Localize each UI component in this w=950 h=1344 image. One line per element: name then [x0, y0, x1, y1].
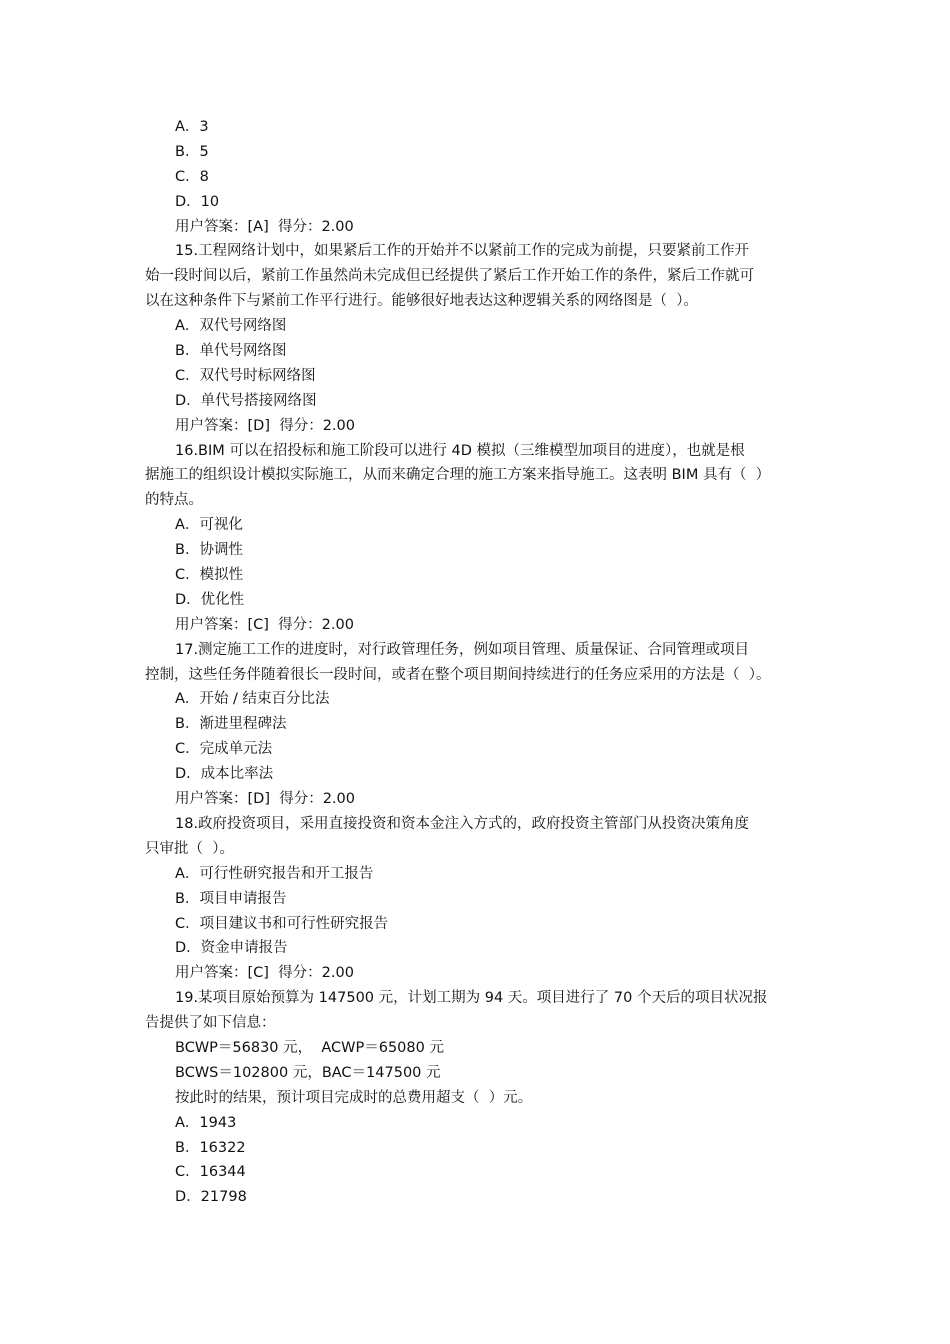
q17-text-line-2: 控制，这些任务伴随着很长一段时间，或者在整个项目期间持续进行的任务应采用的方法是（ ）。: [145, 666, 771, 683]
q18-text-line-2: 只审批（ ）。: [145, 840, 234, 857]
q16-text-line-1: 16.BIM 可以在招投标和施工阶段可以进行 4D 模拟（三维模型加项目的进度），也就是根: [175, 442, 745, 459]
q15-text-line-2: 始一段时间以后，紧前工作虽然尚未完成但已经提供了紧后工作开始工作的条件，紧后工作就可: [145, 268, 754, 285]
q17-text-line-1: 17.测定施工工作的进度时，对行政管理任务，例如项目管理、质量保证、合同管理或项目: [175, 641, 750, 658]
q19-option-c: C．16344: [175, 1164, 246, 1181]
q18-option-d: D．资金申请报告: [175, 940, 288, 957]
q17-option-c: C．完成单元法: [175, 741, 273, 758]
q17-option-a: A．开始 / 结束百分比法: [175, 691, 330, 708]
q16-text-line-2: 据施工的组织设计模拟实际施工，从而来确定合理的施工方案来指导施工。这表明 BIM 具有（ ）: [145, 467, 771, 484]
q14-option-a: A．3: [175, 119, 209, 135]
q19-data-line-1: BCWP＝56830 元， ACWP＝65080 元: [175, 1039, 444, 1056]
q18-option-a: A．可行性研究报告和开工报告: [175, 865, 374, 882]
q16-user-answer: 用户答案：[C] 得分：2.00: [175, 616, 354, 633]
q19-option-a: A．1943: [175, 1114, 237, 1131]
q15-user-answer: 用户答案：[D] 得分：2.00: [175, 417, 355, 434]
q18-option-b: B．项目申请报告: [175, 890, 287, 907]
q19-option-b: B．16322: [175, 1139, 246, 1156]
q15-option-c: C．双代号时标网络图: [175, 367, 316, 384]
q16-text-line-3: 的特点。: [145, 492, 203, 509]
q14-user-answer: 用户答案：[A] 得分：2.00: [175, 218, 354, 235]
q19-option-d: D．21798: [175, 1189, 247, 1206]
q16-option-d: D．优化性: [175, 591, 245, 608]
q14-option-d: D．10: [175, 193, 220, 210]
q15-option-d: D．单代号搭接网络图: [175, 392, 317, 409]
q17-option-b: B．渐进里程碑法: [175, 716, 287, 733]
q18-user-answer: 用户答案：[C] 得分：2.00: [175, 965, 354, 982]
q16-option-c: C．模拟性: [175, 567, 244, 584]
q19-text-line-2: 告提供了如下信息：: [145, 1015, 276, 1032]
q17-option-d: D．成本比率法: [175, 766, 274, 783]
q19-text-line-1: 19.某项目原始预算为 147500 元，计划工期为 94 天。项目进行了 70 个天后的项目状况报: [175, 990, 768, 1007]
document-page: [145, 115, 815, 1210]
q16-option-a: A．可视化: [175, 517, 243, 534]
q19-prompt: 按此时的结果，预计项目完成时的总费用超支（ ）元。: [175, 1089, 533, 1106]
q14-option-b: B．5: [175, 143, 209, 160]
q15-text-line-1: 15.工程网络计划中，如果紧后工作的开始并不以紧前工作的完成为前提，只要紧前工作开: [175, 243, 750, 260]
q15-text-line-3: 以在这种条件下与紧前工作平行进行。能够很好地表达这种逻辑关系的网络图是（ ）。: [145, 293, 698, 310]
q19-data-line-2: BCWS＝102800 元，BAC＝147500 元: [175, 1064, 441, 1081]
q17-user-answer: 用户答案：[D] 得分：2.00: [175, 791, 355, 808]
q15-option-b: B．单代号网络图: [175, 343, 287, 360]
q14-option-c: C．8: [175, 168, 209, 185]
q16-option-b: B．协调性: [175, 542, 243, 559]
q15-option-a: A．双代号网络图: [175, 318, 287, 335]
q18-text-line-1: 18.政府投资项目，采用直接投资和资本金注入方式的，政府投资主管部门从投资决策角度: [175, 815, 750, 832]
q18-option-c: C．项目建议书和可行性研究报告: [175, 915, 389, 932]
